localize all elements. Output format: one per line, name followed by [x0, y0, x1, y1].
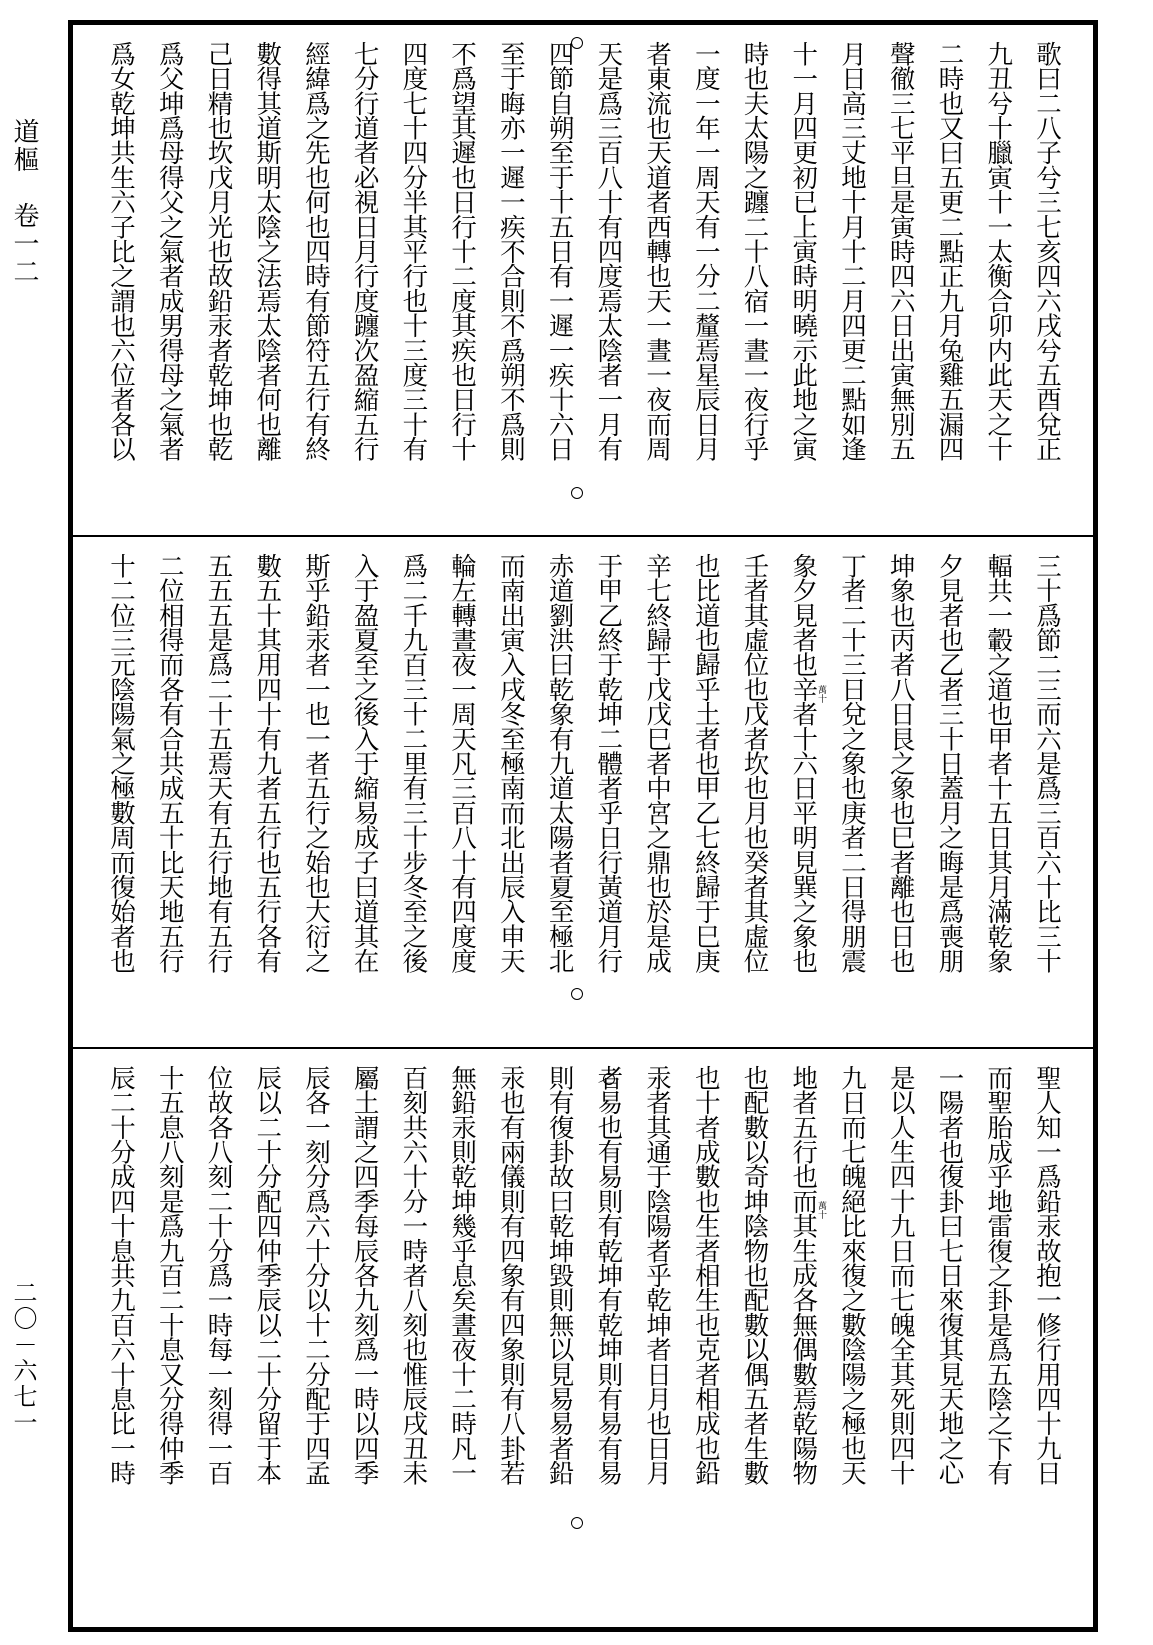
text-column: 己日精也坎戊月光也故鉛汞者乾坤也乾 [203, 41, 234, 461]
register-top [73, 41, 1093, 531]
page-frame [68, 20, 1098, 1632]
text-column: 聲徹三七平旦是寅時四六日出寅無別五 [885, 41, 916, 461]
text-column: 二位相得而各有合共成五十比天地五行 [154, 553, 185, 973]
text-column: 赤道劉洪曰乾象有九道太陽者夏至極北 [544, 553, 575, 973]
text-column: 象夕見者也辛者十六日平明見巽之象也 [788, 553, 819, 973]
text-column: 至于晦亦一遲一疾不合則不爲朔不爲則 [495, 41, 526, 461]
text-column: 九日而七魄絕比來復之數陰陽之極也天 [837, 1065, 868, 1485]
text-column: 不爲望其遲也日行十二度其疾也日行十 [447, 41, 478, 461]
punctuation-circle [571, 37, 583, 49]
book-title: 道樞 卷一二 [9, 118, 39, 286]
text-column: 一度一年一周天有一分二釐焉星辰日月 [690, 41, 721, 461]
text-column: 地者五行也而其生成各無偶數焉乾陽物 [788, 1065, 819, 1485]
text-column: 丁者二十三日兌之象也庚者二日得朋震 [837, 553, 868, 973]
text-column: 于甲乙終于乾坤二體者乎日行黃道月行 [593, 553, 624, 973]
text-column: 爲父坤爲母得父之氣者成男得母之氣者 [154, 41, 185, 461]
text-column: 三十爲節二三而六是爲三百六十比三十 [1031, 553, 1062, 973]
register-bottom [73, 1065, 1093, 1555]
text-column: 十二位三元陰陽氣之極數周而復始者也 [106, 553, 136, 973]
text-column: 七分行道者必視日月行度躔次盈縮五行 [349, 41, 380, 461]
text-column: 者東流也天道者西轉也天一晝一夜而周 [642, 41, 673, 461]
text-column: 者易也有易則有乾坤有乾坤則有易有易 [593, 1065, 624, 1485]
text-column: 坤象也丙者八日艮之象也巳者離也日也 [885, 553, 916, 973]
text-column: 一陽者也復卦曰七日來復其見天地之心 [934, 1065, 965, 1485]
text-column: 輪左轉晝夜一周天凡三百八十有四度度 [447, 553, 478, 973]
text-column: 汞者其通于陰陽者乎乾坤者日月也日月 [642, 1065, 673, 1485]
text-column: 經緯爲之先也何也四時有節符五行有終 [300, 41, 331, 461]
punctuation-circle [603, 1073, 615, 1085]
text-column: 四節自朔至于十五日有一遲一疾十六日 [544, 41, 575, 461]
text-column: 辰二十分成四十息共九百六十息比一時 [106, 1065, 136, 1485]
text-column: 時也夫太陽之躔二十八宿一晝一夜行乎 [739, 41, 770, 461]
text-column: 月日高三丈地十月十二月四更二點如逢 [837, 41, 868, 461]
text-column: 辛七終歸于戊戊巳者中宮之鼎也於是成 [642, 553, 673, 973]
text-column: 辰以二十分配四仲季辰以二十分留于本 [252, 1065, 283, 1485]
text-column: 十一月四更初已上寅時明曉示此地之寅 [788, 41, 819, 461]
text-column: 九丑兮十臘寅十一太衡合卯内此天之十 [983, 41, 1014, 461]
text-column: 數五十其用四十有九者五行也五行各有 [252, 553, 283, 973]
text-column: 二時也又曰五更二點正九月兔雞五漏四 [934, 41, 965, 461]
text-column: 也比道也歸乎土者也甲乙七終歸于巳庚 [690, 553, 721, 973]
text-column: 無鉛汞則乾坤幾乎息矣晝夜十二時凡一 [447, 1065, 478, 1485]
text-column: 位故各八刻二十分爲一時每一刻得一百 [203, 1065, 234, 1485]
punctuation-circle [571, 1517, 583, 1529]
text-column: 斯乎鉛汞者一也一者五行之始也大衍之 [300, 553, 331, 973]
text-column: 則有復卦故曰乾坤毀則無以見易易者鉛 [544, 1065, 575, 1485]
text-column: 入于盈夏至之後入于縮易成子曰道其在 [349, 553, 380, 973]
punctuation-circle [571, 988, 583, 1000]
margin-note: 萬十 [816, 685, 826, 703]
text-column: 數得其道斯明太陰之法焉太陰者何也離 [252, 41, 283, 461]
register-divider-top [73, 535, 1093, 537]
text-column: 而南出寅入戌冬至極南而北出辰入申天 [495, 553, 526, 973]
text-column: 聖人知一爲鉛汞故抱一修行用四十九日 [1031, 1065, 1062, 1485]
text-column: 夕見者也乙者三十日蓋月之晦是爲喪朋 [934, 553, 965, 973]
text-column: 百刻共六十分一時者八刻也惟辰戌丑未 [398, 1065, 429, 1485]
text-column: 也十者成數也生者相生也克者相成也鉛 [690, 1065, 721, 1485]
text-column: 天是爲三百八十有四度焉太陰者一月有 [593, 41, 624, 461]
text-column: 汞也有兩儀則有四象有四象則有八卦若 [495, 1065, 526, 1485]
text-column: 屬土謂之四季每辰各九刻爲一時以四季 [349, 1065, 380, 1485]
text-column: 是以人生四十九日而七魄全其死則四十 [885, 1065, 916, 1485]
punctuation-circle [571, 487, 583, 499]
margin-note: 萬十 [816, 1201, 826, 1219]
text-column: 辰各一刻分爲六十分以十二分配于四孟 [300, 1065, 331, 1485]
text-column: 而聖胎成乎地雷復之卦是爲五陰之下有 [983, 1065, 1014, 1485]
text-column: 五五五是爲二十五焉天有五行地有五行 [203, 553, 234, 973]
text-column: 四度七十四分半其平行也十三度三十有 [398, 41, 429, 461]
register-divider-bottom [73, 1047, 1093, 1049]
text-column: 壬者其虛位也戊者坎也月也癸者其虛位 [739, 553, 770, 973]
text-column: 也配數以奇坤陰物也配數以偶五者生數 [739, 1065, 770, 1485]
text-column: 歌曰二八子兮三七亥四六戌兮五酉兌正 [1031, 41, 1062, 461]
text-column: 十五息八刻是爲九百二十息又分得仲季 [154, 1065, 185, 1485]
text-column: 爲女乾坤共生六子比之謂也六位者各以 [106, 41, 136, 461]
register-middle [73, 553, 1093, 1043]
text-column: 輻共一轂之道也甲者十五日其月滿乾象 [983, 553, 1014, 973]
text-column: 爲二千九百三十二里有三十步冬至之後 [398, 553, 429, 973]
page-number: 二〇－六七一 [9, 1280, 37, 1436]
